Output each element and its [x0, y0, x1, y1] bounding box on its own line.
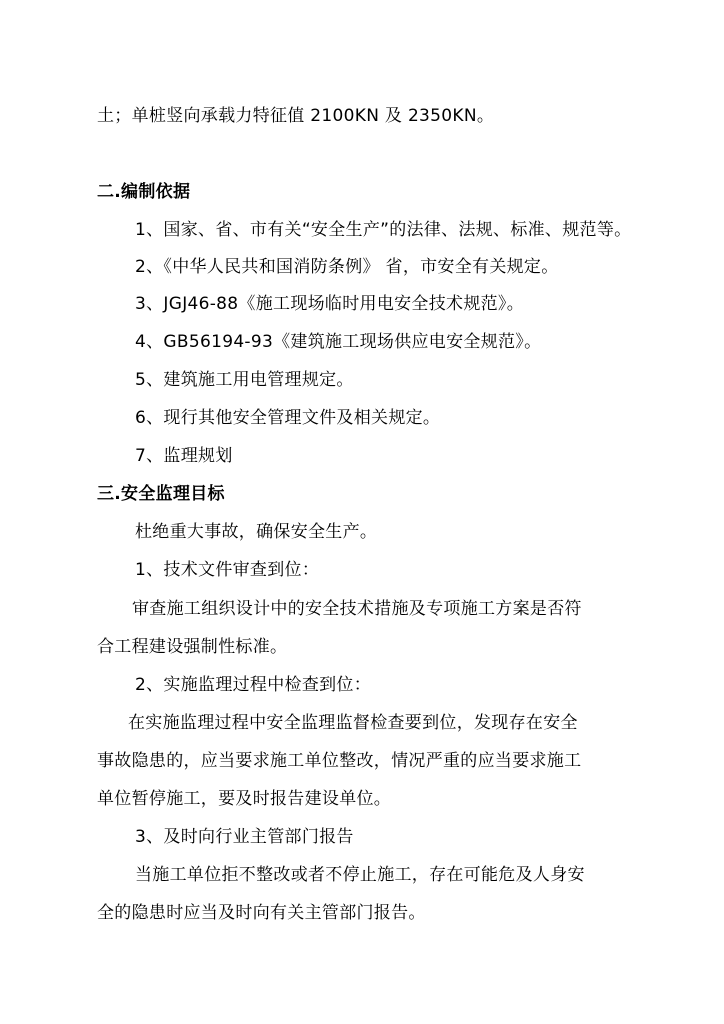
section-heading-goal: 三.安全监理目标	[97, 484, 225, 504]
goal-item-1-title: 1、技术文件审查到位：	[135, 560, 320, 580]
goal-item-3-text-line-2: 全的隐患时应当及时向有关主管部门报告。	[97, 903, 426, 923]
goal-item-2-title: 2、实施监理过程中检查到位：	[135, 675, 372, 695]
basis-item-4: 4、GB56194-93《建筑施工现场供应电安全规范》。	[135, 332, 542, 352]
goal-item-1-text-line-1: 审查施工组织设计中的安全技术措施及专项施工方案是否符	[132, 599, 582, 619]
basis-item-1: 1、国家、省、市有关“安全生产”的法律、法规、标准、规范等。	[135, 220, 632, 240]
basis-item-5: 5、建筑施工用电管理规定。	[135, 370, 354, 390]
section-heading-basis: 二.编制依据	[97, 182, 191, 202]
goal-item-2-text-line-2: 事故隐患的，应当要求施工单位整改，情况严重的应当要求施工	[97, 751, 582, 771]
goal-summary: 杜绝重大事故，确保安全生产。	[135, 522, 378, 542]
basis-item-6: 6、现行其他安全管理文件及相关规定。	[135, 408, 441, 428]
basis-item-3: 3、JGJ46-88《施工现场临时用电安全技术规范》。	[135, 294, 525, 314]
basis-item-2: 2、《中华人民共和国消防条例》 省，市安全有关规定。	[135, 257, 559, 277]
basis-item-7: 7、监理规划	[135, 446, 233, 466]
goal-item-2-text-line-3: 单位暂停施工，要及时报告建设单位。	[97, 789, 392, 809]
goal-item-1-text-line-2: 合工程建设强制性标准。	[97, 637, 288, 657]
goal-item-2-text-line-1: 在实施监理过程中安全监理监督检查要到位，发现存在安全	[128, 713, 578, 733]
goal-item-3-text-line-1: 当施工单位拒不整改或者不停止施工，存在可能危及人身安	[135, 865, 585, 885]
intro-text-line: 土；单桩竖向承载力特征值 2100KN 及 2350KN。	[97, 106, 495, 126]
goal-item-3-title: 3、及时向行业主管部门报告	[135, 827, 354, 847]
